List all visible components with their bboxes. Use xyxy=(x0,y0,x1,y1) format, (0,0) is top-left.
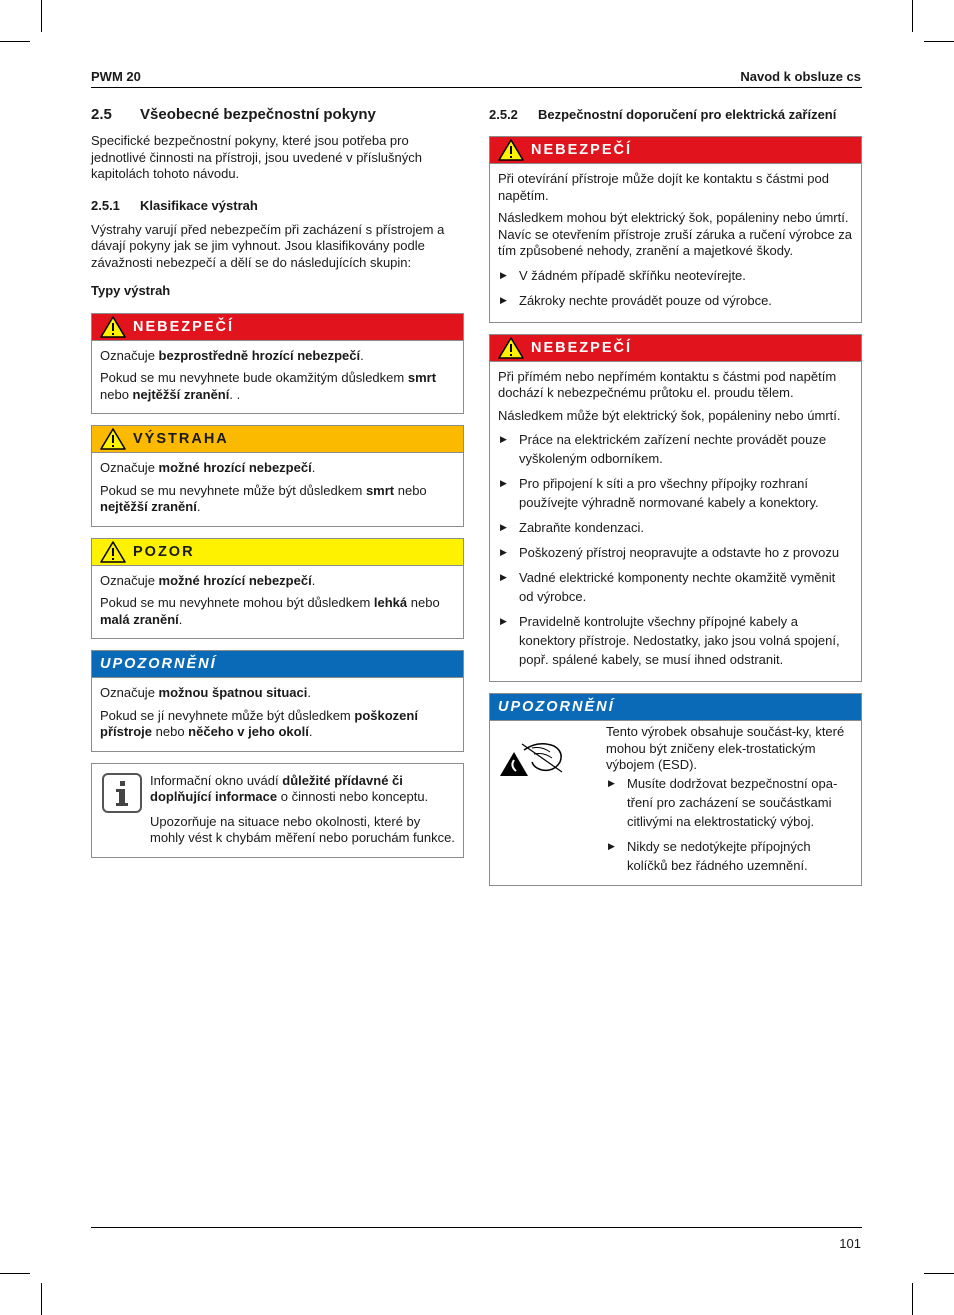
emphasis: malá zranění xyxy=(100,611,179,627)
text: Pokud se jí nevyhnete může být důsledkem xyxy=(100,707,355,723)
text: Označuje xyxy=(100,460,159,475)
subsection-title: Klasifikace výstrah xyxy=(140,197,258,213)
danger-text: Následkem může být elektrický šok, popáleniny nebo úmrtí. xyxy=(498,407,841,423)
caution-line-2 xyxy=(100,595,455,628)
text: . . xyxy=(229,386,241,402)
list-item: ▶ Zabraňte kondenzaci. xyxy=(498,518,853,537)
page-number: 101 xyxy=(839,1236,861,1251)
danger-box-open xyxy=(489,136,862,323)
list-item: ▶ Práce na elektrickém zařízení nechte provádět pouze vyškoleným odborníkem. xyxy=(498,430,853,468)
text: o činnosti nebo konceptu. xyxy=(277,789,429,804)
caution-box xyxy=(91,538,464,640)
danger-line-2 xyxy=(100,370,455,403)
crop-mark xyxy=(924,1273,954,1274)
danger-text: Při otevírání přístroje může dojít ke kontaktu s částmi pod napětím. xyxy=(498,171,829,203)
text: . xyxy=(311,460,316,475)
emphasis: bezprostředně hrozící nebezpečí xyxy=(158,347,361,363)
text: . xyxy=(178,611,183,627)
crop-mark xyxy=(912,0,913,32)
caution-header xyxy=(92,539,463,566)
section-title: Všeobecné bezpečnostní pokyny xyxy=(140,106,376,123)
left-column xyxy=(91,106,464,869)
danger-title: NEBEZPEČÍ xyxy=(133,318,234,335)
right-column xyxy=(489,106,862,897)
list-item: ▶ V žádném případě skříňku neotevírejte. xyxy=(498,266,853,285)
emphasis: nejtěžší zranění xyxy=(100,499,197,514)
footer-rule xyxy=(91,1227,862,1228)
danger-header xyxy=(92,314,463,341)
text: Pokud se mu nevyhnete může být důsledkem xyxy=(100,482,366,498)
text: nebo xyxy=(407,595,440,610)
header-rule xyxy=(91,87,862,88)
text: nebo xyxy=(100,386,133,402)
text: Označuje xyxy=(100,685,159,700)
list-item: ▶ Zákroky nechte provádět pouze od výrobce. xyxy=(498,291,853,310)
emphasis: smrt xyxy=(365,482,395,498)
text: Informační okno uvádí xyxy=(150,772,283,788)
warning-triangle-icon xyxy=(498,139,524,161)
warning-title: VÝSTRAHA xyxy=(133,431,229,447)
header-product: PWM 20 xyxy=(91,69,141,84)
subsection-number: 2.5.1 xyxy=(91,197,120,213)
notice-title: UPOZORNĚNÍ xyxy=(498,699,615,715)
subsection-heading xyxy=(489,106,862,123)
text: Označuje xyxy=(100,347,159,363)
emphasis: možné hrozící nebezpečí xyxy=(158,572,312,588)
emphasis: smrt xyxy=(407,370,437,385)
emphasis: možnou špatnou situaci xyxy=(158,685,308,700)
text: Pokud se mu nevyhnete bude okamžitým důsledkem xyxy=(100,370,408,385)
subsection-title: Bezpečnostní doporučení pro elektrická zařízení xyxy=(538,107,837,122)
info-line-2: Upozorňuje na situace nebo okolnosti, které by mohly vést k chybám měření nebo poruchám funkce. xyxy=(150,813,455,845)
warning-header xyxy=(92,426,463,453)
crop-mark xyxy=(0,1273,30,1274)
esd-hand-icon xyxy=(498,738,568,778)
emphasis: něčeho v jeho okolí xyxy=(188,724,309,739)
text: nebo xyxy=(394,482,427,498)
crop-mark xyxy=(912,1283,913,1315)
list-item: ▶ Nikdy se nedotýkejte přípojných kolíčků bez řádného uzemnění. xyxy=(606,837,853,875)
notice-box xyxy=(91,650,464,752)
emphasis: lehká xyxy=(373,595,408,610)
section-number: 2.5 xyxy=(91,106,112,123)
warning-triangle-icon xyxy=(100,428,126,450)
subsection-number: 2.5.2 xyxy=(489,107,518,122)
danger-header xyxy=(490,137,861,164)
text: Označuje xyxy=(100,572,159,588)
text: nebo xyxy=(152,724,189,739)
crop-mark xyxy=(41,1283,42,1315)
warning-triangle-icon xyxy=(100,541,126,563)
list-item: ▶ Vadné elektrické komponenty nechte okamžitě vyměnit od výrobce. xyxy=(498,568,853,606)
crop-mark xyxy=(0,41,30,42)
caution-title: POZOR xyxy=(133,543,195,560)
header-doc-title: Navod k obsluze cs xyxy=(740,69,861,84)
list-item: ▶ Poškozený přístroj neopravujte a odstavte ho z provozu xyxy=(498,543,853,562)
subsection-heading xyxy=(91,197,464,214)
notice-line-1 xyxy=(100,685,455,702)
text: . xyxy=(360,347,364,363)
emphasis: důležité přídavné či doplňující informace xyxy=(150,772,403,804)
instruction-list xyxy=(606,774,853,875)
notice-line-2 xyxy=(100,708,455,741)
text: . xyxy=(311,572,316,588)
notice-header xyxy=(92,651,463,678)
warning-line-2 xyxy=(100,483,455,516)
danger-line-1 xyxy=(100,348,455,365)
warning-line-1 xyxy=(100,460,455,477)
instruction-list xyxy=(498,266,853,310)
danger-box-contact xyxy=(489,334,862,683)
subsection-text: Výstrahy varují před nebezpečím při zacházení s přístrojem a dávají pokyny jak se jim vyhnout. Jsou klasifikovány podle závažnosti nebezpečí a dělí se do následujících skupin: xyxy=(91,221,445,270)
esd-notice-box xyxy=(489,693,862,886)
section-heading xyxy=(91,106,464,123)
info-box xyxy=(91,763,464,858)
danger-box xyxy=(91,313,464,415)
warning-triangle-icon xyxy=(100,316,126,338)
danger-text: Následkem mohou být elektrický šok, popáleniny nebo úmrtí. Navíc se otevřením přístroje zruší záruka a ručení výrobce za tím způsobené nehody, zranění a majetkové škody. xyxy=(498,210,853,258)
emphasis: možné hrozící nebezpečí xyxy=(158,460,312,475)
types-title: Typy výstrah xyxy=(91,283,171,298)
list-item: ▶ Pro připojení k síti a pro všechny přípojky rozhraní používejte výhradně normované kabely a konektory. xyxy=(498,474,853,512)
info-icon xyxy=(102,773,142,813)
instruction-list xyxy=(498,430,853,669)
notice-title: UPOZORNĚNÍ xyxy=(100,656,217,672)
list-item: ▶ Pravidelně kontrolujte všechny přípojné kabely a konektory přístroje. Nedostatky, jako jsou volná spojení, popř. spálené kabely, se musí ihned odstranit. xyxy=(498,612,853,669)
warning-triangle-icon xyxy=(498,337,524,359)
text: . xyxy=(196,499,201,514)
text: . xyxy=(308,724,313,739)
list-item: ▶ Musíte dodržovat bezpečnostní opa-tření pro zacházení se součástkami citlivými na elektrostatický výboj. xyxy=(606,774,853,831)
crop-mark xyxy=(41,0,42,32)
caution-line-1 xyxy=(100,573,455,590)
warning-box xyxy=(91,425,464,527)
text: Pokud se mu nevyhnete mohou být důsledkem xyxy=(100,595,374,610)
danger-title: NEBEZPEČÍ xyxy=(531,142,632,158)
danger-text: Při přímém nebo nepřímém kontaktu s částmi pod napětím dochází k nebezpečnému průtoku el. proudu tělem. xyxy=(498,368,837,400)
esd-text: Tento výrobek obsahuje součást-ky, které mohou být zničeny elek-trostatickým výbojem (ESD). xyxy=(606,724,845,772)
text: . xyxy=(307,685,311,700)
info-line-1 xyxy=(150,773,455,806)
danger-header xyxy=(490,335,861,362)
emphasis: nejtěžší zranění xyxy=(132,386,230,402)
section-intro: Specifické bezpečnostní pokyny, které jsou potřeba pro jednotlivé činnosti na přístroji, jsou uvedené v příslušných kapitolách tohoto návodu. xyxy=(91,133,422,181)
notice-header xyxy=(490,694,861,721)
danger-title: NEBEZPEČÍ xyxy=(531,339,632,356)
crop-mark xyxy=(924,41,954,42)
emphasis: poškození přístroje xyxy=(100,707,418,739)
